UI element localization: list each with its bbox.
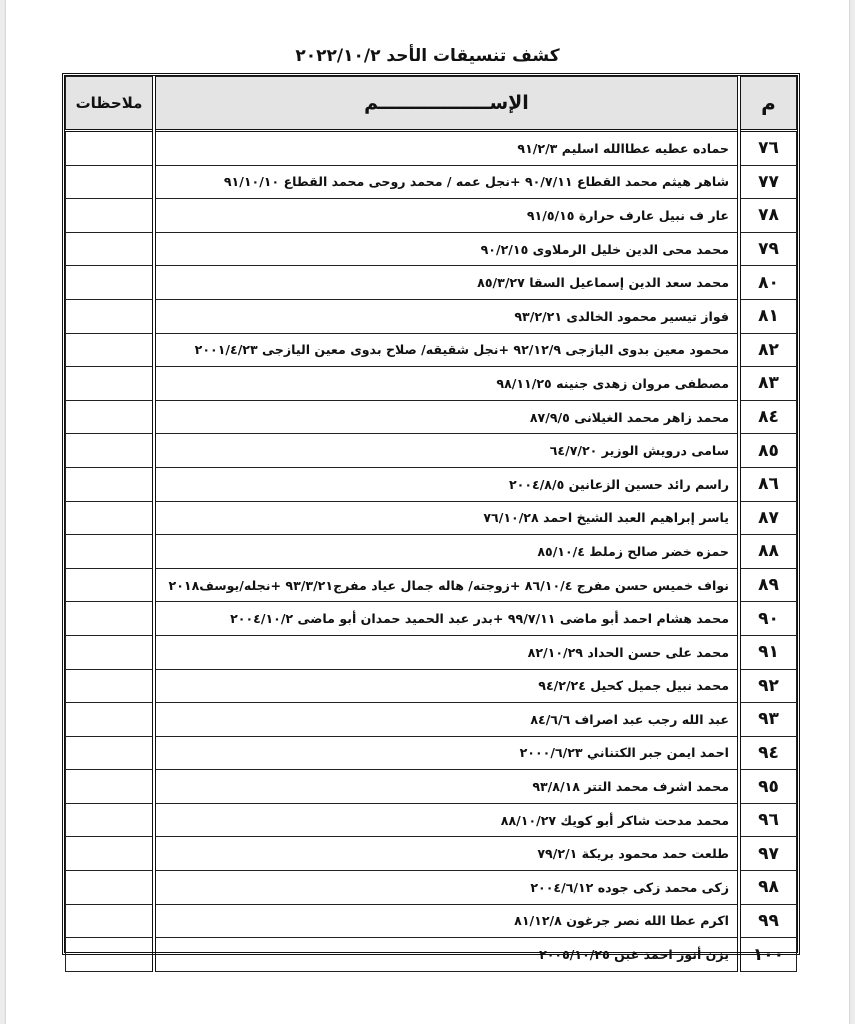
row-name: طلعت حمد محمود بريكة ٧٩/٢/١ (154, 837, 739, 871)
table-row (66, 400, 797, 434)
row-notes (66, 467, 155, 501)
row-number: ٩٨ (739, 871, 797, 905)
table-row (66, 333, 797, 367)
row-number: ١٠٠ (739, 938, 797, 972)
table-row (66, 232, 797, 266)
row-number: ٨٣ (739, 367, 797, 401)
row-number: ٩٤ (739, 736, 797, 770)
row-number: ٩٧ (739, 837, 797, 871)
row-number: ٨٨ (739, 535, 797, 569)
header-number: م (739, 77, 797, 131)
names-table (65, 76, 797, 972)
row-name: راسم رائد حسين الزعانين ٢٠٠٤/٨/٥ (154, 467, 739, 501)
table-row (66, 904, 797, 938)
table-row (66, 669, 797, 703)
row-name: محمد زاهر محمد الغيلانى ٨٧/٩/٥ (154, 400, 739, 434)
document-title: كشف تنسيقات الأحد ٢٠٢٢/١٠/٢ (295, 46, 560, 66)
table-row (66, 299, 797, 333)
table-row (66, 938, 797, 972)
table-row (66, 165, 797, 199)
table-row (66, 703, 797, 737)
row-number: ٨٦ (739, 467, 797, 501)
table-row (66, 871, 797, 905)
row-notes (66, 871, 155, 905)
row-name: احمد ايمن جبر الكتناني ٢٠٠٠/٦/٢٣ (154, 736, 739, 770)
row-number: ٨١ (739, 299, 797, 333)
row-number: ٨٠ (739, 266, 797, 300)
row-name: سامى درويش الوزير ٦٤/٧/٢٠ (154, 434, 739, 468)
row-notes (66, 400, 155, 434)
row-number: ٨٩ (739, 568, 797, 602)
row-number: ٧٩ (739, 232, 797, 266)
row-number: ٩٢ (739, 669, 797, 703)
row-number: ٩٠ (739, 602, 797, 636)
row-notes (66, 131, 155, 166)
row-notes (66, 736, 155, 770)
table-row (66, 602, 797, 636)
row-number: ٨٢ (739, 333, 797, 367)
row-notes (66, 703, 155, 737)
table-body (66, 131, 797, 972)
table-row (66, 367, 797, 401)
row-notes (66, 669, 155, 703)
row-number: ٩٦ (739, 803, 797, 837)
table-header-row (66, 77, 797, 131)
row-notes (66, 333, 155, 367)
row-number: ٩١ (739, 635, 797, 669)
row-notes (66, 232, 155, 266)
row-notes (66, 434, 155, 468)
row-number: ٩٣ (739, 703, 797, 737)
row-notes (66, 635, 155, 669)
row-notes (66, 199, 155, 233)
row-name: محمد مدحت شاكر أبو كويك ٨٨/١٠/٢٧ (154, 803, 739, 837)
table-row (66, 568, 797, 602)
row-number: ٨٤ (739, 400, 797, 434)
table-row (66, 535, 797, 569)
row-notes (66, 535, 155, 569)
row-name: محمد على حسن الحداد ٨٢/١٠/٢٩ (154, 635, 739, 669)
row-notes (66, 770, 155, 804)
table-row (66, 803, 797, 837)
row-number: ٧٨ (739, 199, 797, 233)
row-name: محمد اشرف محمد التتر ٩٣/٨/١٨ (154, 770, 739, 804)
table-row (66, 770, 797, 804)
row-name: محمد هشام احمد أبو ماضى ٩٩/٧/١١ +بدر عبد الحميد حمدان أبو ماضى ٢٠٠٤/١٠/٢ (154, 602, 739, 636)
row-name: حمزه خضر صالح زملط ٨٥/١٠/٤ (154, 535, 739, 569)
row-name: عار ف نبيل عارف حرارة ٩١/٥/١٥ (154, 199, 739, 233)
row-number: ٨٥ (739, 434, 797, 468)
table-row (66, 199, 797, 233)
row-name: محمود معين بدوى اليازجى ٩٢/١٢/٩ +نجل شقيقه/ صلاح بدوى معين اليازجى ٢٠٠١/٤/٢٣ (154, 333, 739, 367)
table-row (66, 501, 797, 535)
table-row (66, 635, 797, 669)
row-notes (66, 938, 155, 972)
row-name: ياسر إبراهيم العبد الشيخ احمد ٧٦/١٠/٢٨ (154, 501, 739, 535)
row-name: نواف خميس حسن مفرج ٨٦/١٠/٤ +زوجته/ هاله جمال عياد مفرج٩٣/٣/٢١ +نجله/يوسف٢٠١٨ (154, 568, 739, 602)
row-notes (66, 165, 155, 199)
row-name: مصطفى مروان زهدى جنينه ٩٨/١١/٢٥ (154, 367, 739, 401)
row-number: ٨٧ (739, 501, 797, 535)
row-notes (66, 837, 155, 871)
table-row (66, 266, 797, 300)
table-row (66, 736, 797, 770)
row-notes (66, 501, 155, 535)
table-row (66, 467, 797, 501)
row-name: محمد نبيل جميل كحيل ٩٤/٢/٢٤ (154, 669, 739, 703)
row-notes (66, 904, 155, 938)
row-notes (66, 602, 155, 636)
row-notes (66, 367, 155, 401)
row-name: محمد محى الدين خليل الرملاوى ٩٠/٢/١٥ (154, 232, 739, 266)
row-name: يزن أنور احمد غبن ٢٠٠٥/١٠/٢٥ (154, 938, 739, 972)
row-name: شاهر هيثم محمد القطاع ٩٠/٧/١١ +نجل عمه / محمد روحى محمد القطاع ٩١/١٠/١٠ (154, 165, 739, 199)
row-name: زكى محمد زكى جوده ٢٠٠٤/٦/١٢ (154, 871, 739, 905)
row-number: ٧٦ (739, 131, 797, 166)
table-row (66, 837, 797, 871)
table-row (66, 131, 797, 166)
names-table-frame (62, 73, 800, 965)
row-notes (66, 568, 155, 602)
row-name: عبد الله رجب عبد اصراف ٨٤/٦/٦ (154, 703, 739, 737)
row-number: ٩٩ (739, 904, 797, 938)
row-name: فواز تيسير محمود الخالدى ٩٣/٢/٢١ (154, 299, 739, 333)
header-name: الإســـــــــــــــــم (154, 77, 739, 131)
header-notes: ملاحظات (66, 77, 155, 131)
row-name: اكرم عطا الله نصر جرغون ٨١/١٢/٨ (154, 904, 739, 938)
row-name: حماده عطيه عطاالله اسليم ٩١/٢/٣ (154, 131, 739, 166)
table-row (66, 434, 797, 468)
row-notes (66, 266, 155, 300)
row-name: محمد سعد الدين إسماعيل السقا ٨٥/٣/٢٧ (154, 266, 739, 300)
row-number: ٩٥ (739, 770, 797, 804)
row-notes (66, 803, 155, 837)
row-number: ٧٧ (739, 165, 797, 199)
row-notes (66, 299, 155, 333)
